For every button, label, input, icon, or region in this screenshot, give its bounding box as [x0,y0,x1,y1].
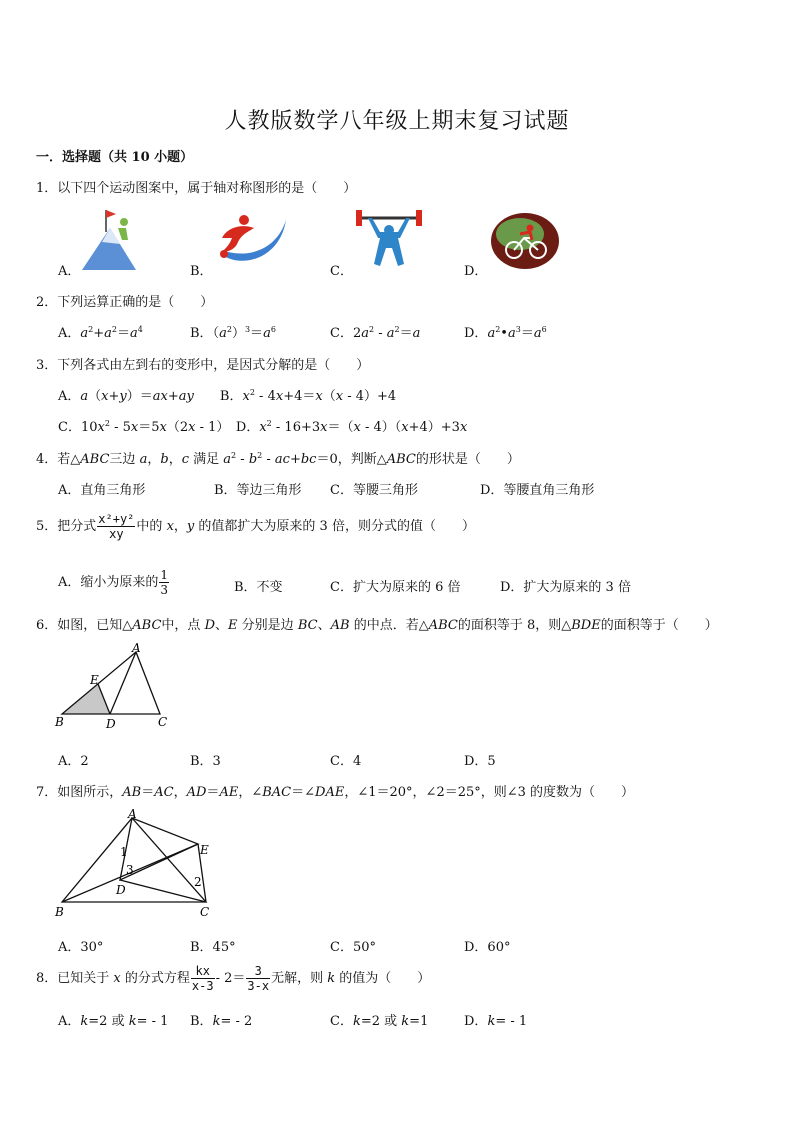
q7-option-a: A．30° [58,940,104,955]
angle-label-2: 2 [194,875,202,889]
question-4-stem: 4．若△ABC三边 a，b，c 满足 $a^2 - b^2 - ac+bc=0$，判断△ABC的形状是（ ） [36,451,520,467]
point-label-e: E [200,843,209,857]
point-label-a: A [128,808,137,821]
section-heading: 一．选择题（共 10 小题） [36,150,194,165]
q1-option-b-label: B． [190,264,213,279]
question-3-stem: 3．下列各式由左到右的变形中，是因式分解的是（ ） [36,358,370,373]
point-label-c: C [200,905,210,919]
q3-options-cd: C．$10x^2 - 5x=5x(2x - 1)$ D．$x^2 - 16+3x=(x - 4)(x+4)+3x$ [58,419,468,435]
q6-option-c: C．4 [330,754,362,769]
q1-option-c-label: C． [330,264,353,279]
weightlifter-icon [354,208,424,270]
triangle-abc [62,818,206,902]
q5-option-d: D．扩大为原来的 3 倍 [500,580,631,595]
angle-label-3: 3 [126,863,134,877]
q3-options-ab: A．a（x+y）＝ax+ay B．$x^2 - 4x+4=x(x - 4)+4$ [58,388,397,404]
point-label-c: C [158,715,168,729]
q7-option-d: D．60° [464,940,511,955]
q8-option-d: D．k= - 1 [464,1014,528,1029]
point-label-a: A [132,642,141,655]
runner-swoosh-icon [214,212,288,268]
point-label-d: D [116,883,126,897]
q7-option-b: B．45° [190,940,236,955]
q2-option-d: D．$a^2•a^3=a^6$ [464,325,547,341]
q5-option-c: C．扩大为原来的 6 倍 [330,580,461,595]
question-1-stem: 1．以下四个运动图案中，属于轴对称图形的是（ ） [36,181,357,196]
q5-option-a: A．缩小为原来的 $\frac{1}{3}$ [58,568,169,597]
q6-option-d: D．5 [464,754,496,769]
question-7-stem: 7．如图所示，AB＝AC，AD＝AE，∠BAC＝∠DAE，∠1＝20°，∠2＝25°，则∠3 的度数为（ ） [36,785,635,800]
q4-option-d: D．等腰直角三角形 [480,483,595,498]
q6-triangle-figure [52,642,182,732]
q4-option-a: A．直角三角形 [58,483,146,498]
q8-option-a: A．k=2 或 k= - 1 [58,1014,169,1029]
question-6-stem: 6．如图，已知△ABC中，点 D、E 分别是边 BC、AB 的中点．若△ABC的面积等于 8，则△BDE的面积等于（ ） [36,618,718,633]
q8-option-c: C．k=2 或 k=1 [330,1014,429,1029]
point-label-d: D [106,717,116,731]
q7-triangle-figure [52,808,222,920]
triangle-bde-shaded [62,684,110,714]
q4-option-b: B．等边三角形 [214,483,302,498]
q4-option-c: C．等腰三角形 [330,483,418,498]
page-title: 人教版数学八年级上期末复习试题 [224,109,570,134]
q2-option-a: A．$a^2+a^2=a^4$ [58,325,143,341]
q1-option-d-label: D． [464,264,488,279]
point-label-e: E [90,673,99,687]
cyclist-badge-icon [490,212,560,270]
question-2-stem: 2．下列运算正确的是（ ） [36,295,214,310]
q5-option-b: B．不变 [234,580,283,595]
question-5-stem: 5．把分式 $\frac{\text{x²+y²}}{xy}$ 中的 x，y 的值都扩大为原来的 3 倍，则分式的值（ ） [36,512,475,541]
q6-option-b: B．3 [190,754,221,769]
mountain-flag-icon [80,206,138,272]
segment-ad [110,652,136,714]
q5-fraction: $\frac{\text{x²+y²}}{xy}$ [98,512,135,541]
q1-option-a-label: A． [58,264,81,279]
angle-label-1: 1 [120,845,128,859]
point-label-b: B [55,715,64,729]
point-label-b: B [55,905,64,919]
q6-option-a: A．2 [58,754,89,769]
q2-option-b: B．$(a^2)^3=a^6$ [190,325,276,341]
q7-option-c: C．50° [330,940,376,955]
question-8-stem: 8．已知关于 x 的分式方程 $\frac{kx}{x-3}$ - 2＝ $\frac{3}{3-x}$ 无解，则 k 的值为（ ） [36,964,431,993]
q2-option-c: C．$2a^2 - a^2=a$ [330,325,421,341]
q8-option-b: B．k= - 2 [190,1014,253,1029]
